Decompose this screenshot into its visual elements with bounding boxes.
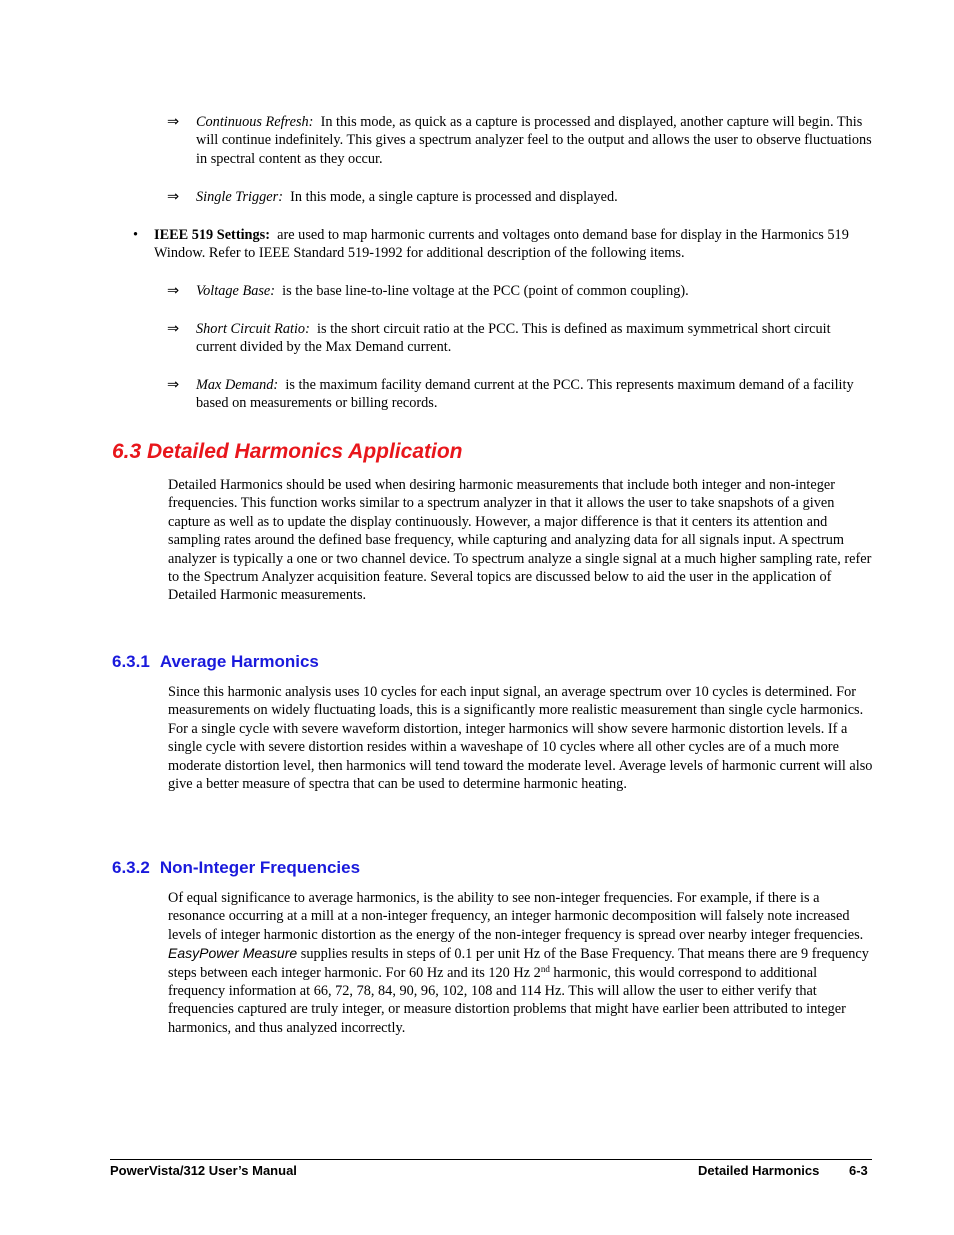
list-item (167, 282, 872, 300)
item-term: Voltage Base: (196, 283, 276, 299)
subsection-title: Non-Integer Frequencies (159, 858, 361, 877)
subsection-body: Since this harmonic analysis uses 10 cycles for each input signal, an average spectrum over 10 cycles is determined. For measurements on widely fluctuating loads, this is a significantly more realistic measurement than single cycle harmonics. For a single cycle with severe waveform distortion, integer harmonics will show severe harmonic distortion levels. If a single cycle with severe distortion resides within a waveshape of 10 cycles where all other cycles are of a much more moderate distortion level, then harmonics will tend toward the moderate level. Average levels of harmonic current will also give a better measure of spectra that can be used to determine harmonic heating. (168, 684, 873, 793)
subsection-heading-average-harmonics (112, 651, 319, 673)
item-text: is the short circuit ratio at the PCC. This is defined as maximum symmetrical short circuit current divided by the Max Demand current. (196, 321, 831, 356)
subsection-title: Average Harmonics (159, 652, 319, 671)
item-term: Short Circuit Ratio: (196, 321, 310, 337)
footer-rule (110, 1159, 872, 1160)
bullet-term: IEEE 519 Settings: (154, 227, 270, 243)
bullet-text: are used to map harmonic currents and voltages onto demand base for display in the Harmonics 519 Window. Refer to IEEE Standard 519-1992 for additional description of the following items. (154, 227, 849, 262)
ordinal-superscript: nd (540, 963, 550, 974)
bullet-item-ieee (133, 226, 873, 263)
subsection-number: 6.3.2 (112, 858, 150, 877)
footer-chapter: Detailed Harmonics (698, 1163, 820, 1178)
section-heading: 6.3 Detailed Harmonics Application (112, 440, 463, 463)
item-text: In this mode, a single capture is processed and displayed. (290, 189, 618, 205)
item-term: Max Demand: (196, 377, 279, 393)
footer-manual-title: PowerVista/312 User’s Manual (110, 1163, 297, 1178)
footer-page-number: 6-3 (849, 1163, 868, 1178)
list-item (167, 113, 872, 168)
item-text: is the maximum facility demand current at the PCC. This represents maximum demand of a facility based on measurements or billing records. (196, 377, 854, 412)
arrow-icon: ⇒ (167, 321, 179, 337)
product-name: EasyPower Measure (168, 945, 298, 962)
arrow-icon: ⇒ (167, 377, 179, 393)
bullet-icon: • (133, 227, 139, 243)
list-item (167, 320, 872, 357)
subsection-heading-non-integer-frequencies (112, 857, 360, 879)
body-text: Of equal significance to average harmonics, is the ability to see non-integer frequencies. For example, if there is a resonance occurring at a mill at a non-integer frequency, an integer harmonic decomposition will falsely note increased levels of integer harmonic distortion as the energy of the non-integer frequency is spread over nearby integer frequencies. (168, 890, 864, 943)
item-term: Single Trigger: (196, 189, 283, 205)
item-text: In this mode, as quick as a capture is processed and displayed, another capture will begin. This will continue indefinitely. This gives a spectrum analyzer feel to the output and allows the user to observe fluctuations in spectral content as they occur. (196, 114, 872, 167)
subsection-body (168, 889, 873, 1037)
body-text: supplies results in steps of 0.1 per unit Hz of the Base Frequency. That means there are 9 frequency steps between each integer harmonic. For 60 Hz and its 120 Hz 2 (168, 946, 869, 981)
arrow-icon: ⇒ (167, 189, 179, 205)
body-text: harmonic, this would correspond to additional frequency information at 66, 72, 78, 84, 90, 96, 102, 108 and 114 Hz. This will allow the user to either verify that frequencies captured are truly integer, or measure distortion problems that might have earlier been attributed to integer harmonics, and thus analyzed incorrectly. (168, 964, 846, 1036)
subsection-number: 6.3.1 (112, 652, 150, 671)
list-item (167, 376, 872, 413)
list-item (167, 188, 872, 206)
item-text: is the base line-to-line voltage at the PCC (point of common coupling). (282, 283, 689, 299)
arrow-icon: ⇒ (167, 114, 179, 130)
item-term: Continuous Refresh: (196, 114, 314, 130)
arrow-icon: ⇒ (167, 283, 179, 299)
section-body: Detailed Harmonics should be used when desiring harmonic measurements that include both integer and non-integer frequencies. This function works similar to a spectrum analyzer in that it allows the user to take snapshots of a given capture as well as to update the display continuously. However, a major difference is that it centers its attention and sampling rates around the defined base frequency, while capturing and analyzing data for all signals input. A spectrum analyzer is typically a one or two channel device. To spectrum analyze a single signal at a much higher sampling rate, refer to the Spectrum Analyzer acquisition feature. Several topics are discussed below to aid the user in the application of Detailed Harmonic measurements. (168, 477, 872, 604)
